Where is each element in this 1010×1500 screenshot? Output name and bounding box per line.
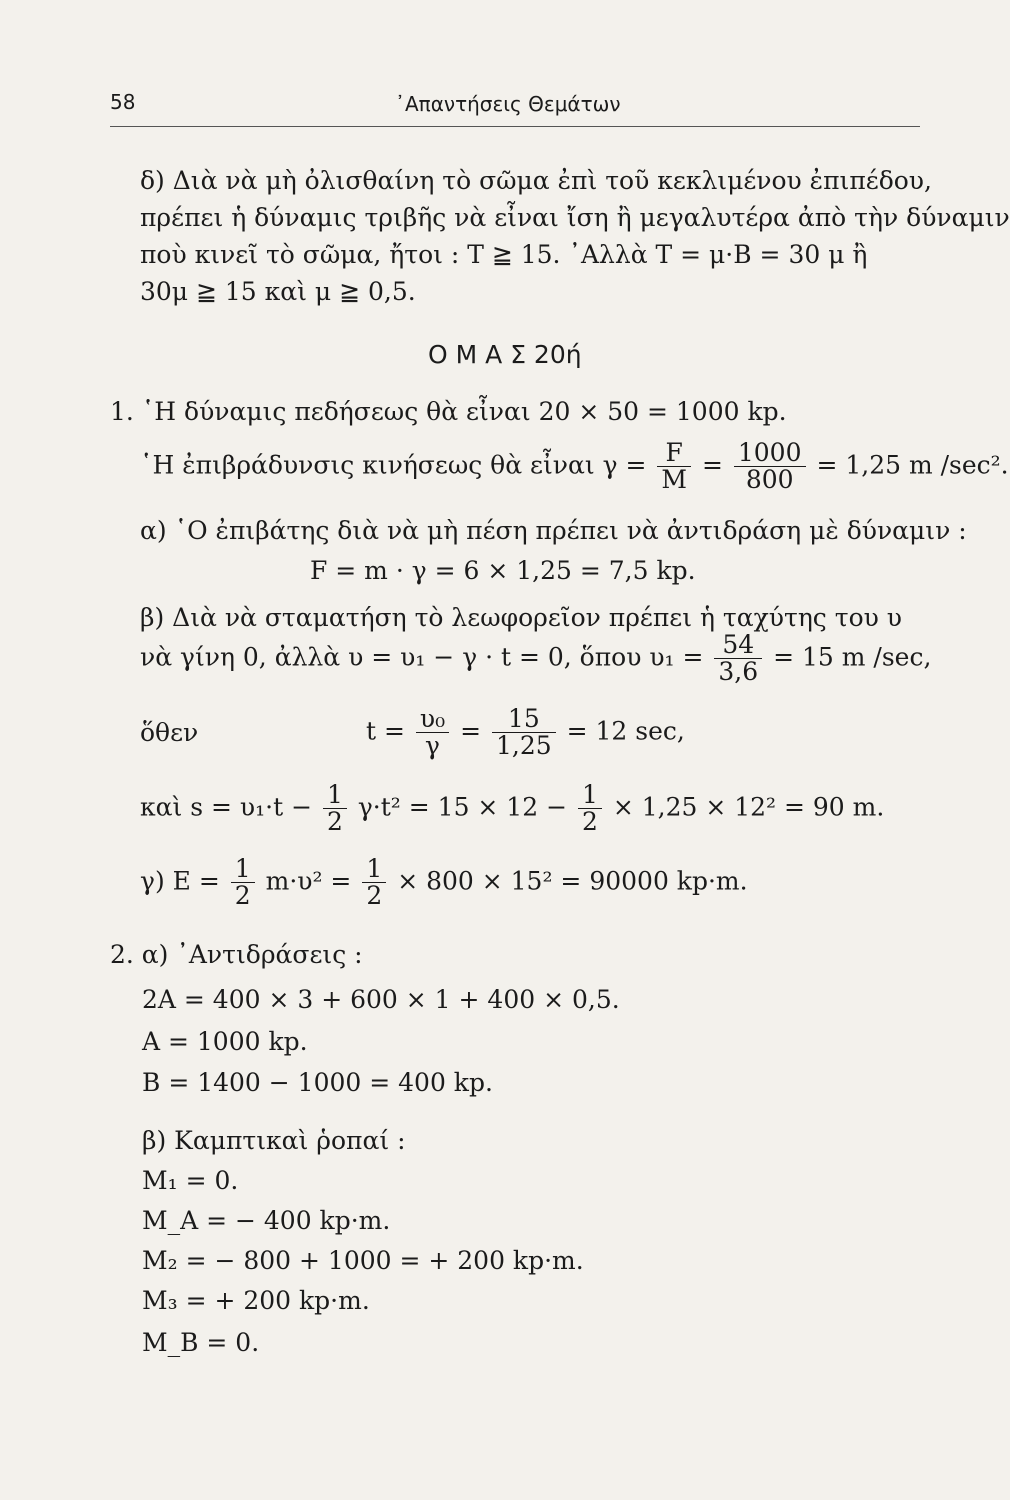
fraction-half-4: $\frac{1}{2}$ [362, 856, 386, 910]
p1-acceleration [140, 440, 1009, 494]
equals: = [701, 450, 723, 480]
p1-hence: ὅθεν [140, 718, 199, 747]
p2-line-1: 2A = 400 × 3 + 600 × 1 + 400 × 0,5. [142, 985, 620, 1014]
p2-line-5: M₁ = 0. [142, 1166, 239, 1195]
p2-line-8: M₃ = + 200 kp·m. [142, 1286, 370, 1315]
p1-force: F = m · γ = 6 × 1,25 = 7,5 kp. [310, 556, 696, 585]
p2-line-3: B = 1400 − 1000 = 400 kp. [142, 1068, 493, 1097]
p1-line-1: 1. ῾Η δύναμις πεδήσεως θὰ εἶναι 20 × 50 = 1000 kp. [110, 397, 787, 426]
p2-line-4: β) Καμπτικαὶ ῥοπαί : [142, 1126, 406, 1155]
fraction-15-1-25: $\frac{15}{1,25}$ [492, 706, 556, 760]
p1-velocity [140, 632, 931, 686]
p1-line-a: α) ῾Ο ἐπιβάτης διὰ νὰ μὴ πέση πρέπει νὰ ἀντιδράση μὲ δύναμιν : [140, 516, 967, 545]
p1-distance: καὶ s = υ₁·t − $\frac{1}{2}$ γ·t² = 15 × 12 − $\frac{1}{2}$ × 1,25 × 12² = 90 m. [140, 780, 885, 837]
page-number: 58 [110, 90, 136, 114]
p2-line-7: M₂ = − 800 + 1000 = + 200 kp·m. [142, 1246, 584, 1275]
p2-line-6: M_A = − 400 kp·m. [142, 1206, 391, 1235]
intro-line-1: δ) Διὰ νὰ μὴ ὀλισθαίνη τὸ σῶμα ἐπὶ τοῦ κεκλιμένου ἐπιπέδου, [140, 166, 932, 195]
p1-energy: γ) E = $\frac{1}{2}$ m·υ² = $\frac{1}{2}$ × 800 × 15² = 90000 kp·m. [140, 854, 748, 911]
fraction-f-m: $\frac{F}{M}$ [657, 440, 691, 494]
intro-line-4: 30μ ≧ 15 καὶ μ ≧ 0,5. [140, 277, 416, 306]
intro-line-2: πρέπει ἡ δύναμις τριβῆς νὰ εἶναι ἴση ἢ μεγαλυτέρα ἀπὸ τὴν δύναμιν [140, 203, 1010, 232]
fraction-54-3-6: $\frac{54}{3,6}$ [714, 632, 762, 686]
p2-line-9: M_B = 0. [142, 1328, 260, 1357]
accel-lead: ῾Η ἐπιβράδυνσις κινήσεως θὰ εἶναι γ = [140, 450, 647, 480]
p1-time: t = $\frac{\text{υ₀}}{\gamma}$ = $\frac{15}{1,25}$ = 12 sec, [366, 704, 685, 761]
fraction-half-3: $\frac{1}{2}$ [231, 856, 255, 910]
running-title: ᾿Απαντήσεις Θεμάτων [395, 92, 621, 116]
fraction-half-2: $\frac{1}{2}$ [578, 782, 602, 836]
p2-title: 2. α) ᾿Αντιδράσεις : [110, 940, 363, 969]
fraction-1000-800: $\frac{1000}{800}$ [734, 440, 806, 494]
page-header [110, 86, 920, 127]
accel-tail: = 1,25 m /sec². [816, 450, 1009, 480]
p2-line-2: A = 1000 kp. [142, 1027, 308, 1056]
fraction-half-1: $\frac{1}{2}$ [323, 782, 347, 836]
velocity-tail: = 15 m /sec, [773, 642, 932, 672]
intro-line-3: ποὺ κινεῖ τὸ σῶμα, ἤτοι : T ≧ 15. ᾿Αλλὰ T = μ·B = 30 μ ἢ [140, 240, 868, 269]
group-title: Ο Μ Α Σ 20ή [428, 340, 582, 369]
fraction-v0-g: $\frac{\text{υ₀}}{\gamma}$ [416, 706, 449, 760]
p1-line-b: β) Διὰ νὰ σταματήση τὸ λεωφορεῖον πρέπει ἡ ταχύτης του υ [140, 603, 902, 632]
velocity-lead: νὰ γίνη 0, ἀλλὰ υ = υ₁ − γ · t = 0, ὅπου υ₁ = [140, 642, 704, 672]
